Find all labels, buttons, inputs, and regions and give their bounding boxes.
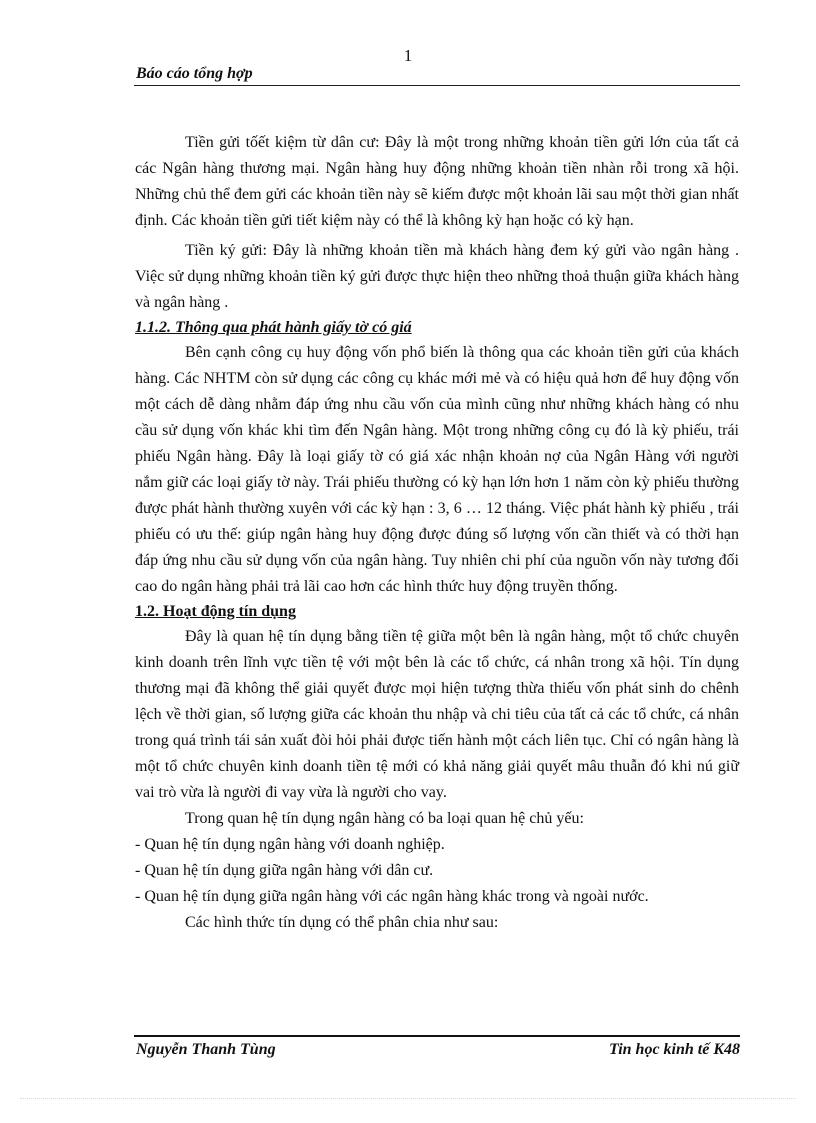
section-heading-1-1-2-text: 1.1.2. Thông qua phát hành giấy tờ có giá (135, 319, 412, 336)
list-item: - Quan hệ tín dụng giữa ngân hàng với các ngân hàng khác trong và ngoài nước. (135, 888, 649, 905)
paragraph-savings-deposits: Tiền gửi tốết kiệm từ dân cư: Đây là một trong những khoản tiền gửi lớn của tất cả các Ngân hàng thương mại. Ngân hàng huy động những khoản tiền nhàn rỗi trong xã hội. Những chủ thể đem gửi các khoản tiền này sẽ kiếm được một khoản lãi sau một thời gian nhất định. Các khoản tiền gửi tiết kiệm này có thể là không kỳ hạn hoặc có kỳ hạn. (135, 134, 739, 229)
section-heading-1-2 (135, 600, 739, 624)
header-divider (134, 85, 740, 86)
document-body (135, 130, 739, 936)
header-title: Báo cáo tổng hợp (136, 65, 253, 82)
paragraph-credit-forms: Các hình thức tín dụng có thể phân chia như sau: (185, 914, 499, 931)
list-item: - Quan hệ tín dụng ngân hàng với doanh nghiệp. (135, 836, 445, 853)
paragraph-valuable-papers: Bên cạnh công cụ huy động vốn phổ biến là thông qua các khoản tiền gửi của khách hàng. Các NHTM còn sử dụng các công cụ khác mới mẻ và có hiệu quả hơn để huy động vốn một cách dễ dàng nhằm đáp ứng nhu cầu vốn của mình cũng như những khách hàng có nhu cầu sử dụng vốn khác khi tìm đến Ngân hàng. Một trong những công cụ đó là kỳ phiếu, trái phiếu Ngân hàng. Đây là loại giấy tờ có giá xác nhận khoản nợ của Ngân Hàng với người nắm giữ các loại giấy tờ này. Trái phiếu thường có kỳ hạn lớn hơn 1 năm còn kỳ phiếu thường được phát hành thường xuyên với các kỳ hạn : 3, 6 … 12 tháng. Việc phát hành kỳ phiếu , trái phiếu có ưu thế: giúp ngân hàng huy động được đúng số lượng vốn cần thiết và có thời hạn đáp ứng nhu cầu sử dụng vốn của ngân hàng. Tuy nhiên chi phí của nguồn vốn này tương đối cao do ngân hàng phải trả lãi cao hơn các hình thức huy động truyền thống. (135, 344, 739, 595)
footer-divider (134, 1035, 740, 1037)
paragraph-credit-activity: Đây là quan hệ tín dụng bằng tiền tệ giữa một bên là ngân hàng, một tổ chức chuyên kinh doanh trên lĩnh vực tiền tệ với một bên là các tổ chức, cá nhân trong xã hội. Tín dụng thương mại đã không thể giải quyết được mọi hiện tượng thừa thiếu vốn phát sinh do chênh lệch về thời gian, số lượng giữa các khoản thu nhập và chi tiêu của tất cả các tổ chức, cá nhân trong quá trình tái sản xuất đòi hỏi phải được tiến hành một cách liên tục. Chỉ có ngân hàng là một tổ chức chuyên kinh doanh tiền tệ mới có khả năng giải quyết mâu thuẫn đó khi nú giữ vai trò vừa là người đi vay vừa là người cho vay. (135, 628, 739, 801)
section-heading-1-1-2 (135, 316, 739, 340)
page-number: 1 (403, 46, 413, 65)
footer-class: Tin học kinh tế K48 (609, 1041, 740, 1058)
section-heading-1-2-text: 1.2. Hoạt động tín dụng (135, 603, 296, 620)
paragraph-relationship-types: Trong quan hệ tín dụng ngân hàng có ba loại quan hệ chủ yếu: (185, 810, 584, 827)
page-bottom-edge (20, 1098, 796, 1099)
list-item: - Quan hệ tín dụng giữa ngân hàng với dân cư. (135, 862, 434, 879)
paragraph-consignment-deposits: Tiền ký gửi: Đây là những khoản tiền mà khách hàng đem ký gửi vào ngân hàng . Việc sử dụng những khoản tiền ký gửi được thực hiện theo những thoả thuận giữa khách hàng và ngân hàng . (135, 242, 739, 311)
footer-author: Nguyễn Thanh Tùng (136, 1041, 276, 1058)
